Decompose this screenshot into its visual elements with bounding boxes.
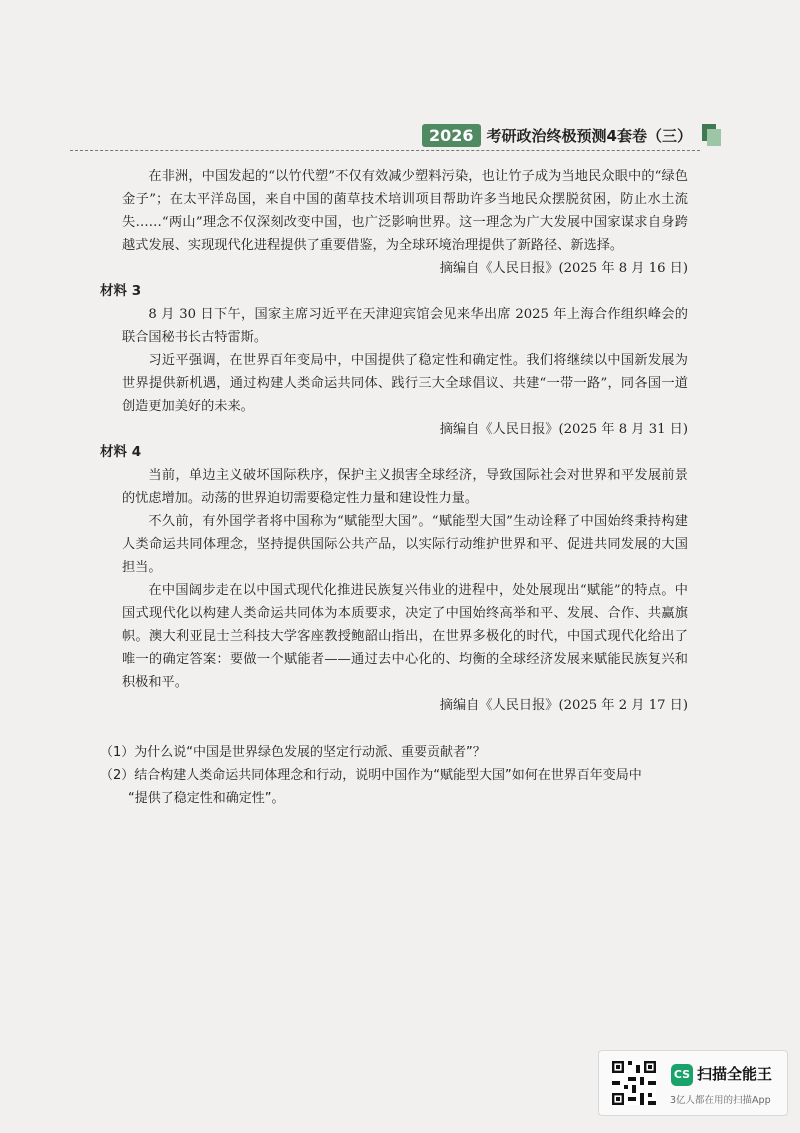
source-citation: 摘编自《人民日报》(2025 年 8 月 16 日): [439, 261, 688, 276]
material-3-heading: 材料 3: [100, 283, 142, 299]
source-citation: 摘编自《人民日报》(2025 年 8 月 31 日): [439, 422, 688, 437]
camscanner-logo-icon: CS: [671, 1064, 693, 1086]
material-4-paragraph: 当前，单边主义破坏国际秩序，保护主义损害全球经济，导致国际社会对世界和平发展前景的忧虑增加。动荡的世界迫切需要稳定性力量和建设性力量。: [122, 468, 688, 506]
material-4-paragraph: 在中国阔步走在以中国式现代化推进民族复兴伟业的进程中，处处展现出“赋能”的特点。中国式现代化以构建人类命运共同体为本质要求，决定了中国始终高举和平、发展、合作、共赢旗帜。澳大利亚昆士兰科技大学客座教授鲍韶山指出，在世界多极化的时代，中国式现代化给出了唯一的确定答案：要做一个赋能者——通过去中心化的、均衡的全球经济发展来赋能民族复兴和积极和平。: [122, 583, 688, 690]
material-3-paragraph: 习近平强调，在世界百年变局中，中国提供了稳定性和确定性。我们将继续以中国新发展为世界提供新机遇，通过构建人类命运共同体、践行三大全球倡议、共建“一带一路”，同各国一道创造更加美好的未来。: [122, 353, 688, 414]
question-1: （1）为什么说“中国是世界绿色发展的坚定行动派、重要贡献者”？: [100, 745, 486, 760]
header-decoration-icon: [702, 124, 720, 144]
page-header: [422, 122, 692, 148]
header-title: 考研政治终极预测4套卷（三）: [486, 126, 692, 145]
material-4-paragraph: 不久前，有外国学者将中国称为“赋能型大国”。“赋能型大国”生动诠释了中国始终秉持构建人类命运共同体理念，坚持提供国际公共产品，以实际行动维护世界和平、促进共同发展的大国担当。: [122, 514, 688, 575]
qr-code-icon: [612, 1061, 656, 1105]
year-badge: 2026: [422, 124, 481, 147]
scanner-watermark: [598, 1050, 788, 1116]
material-4-heading: 材料 4: [100, 444, 142, 460]
material-3-paragraph: 8 月 30 日下午，国家主席习近平在天津迎宾馆会见来华出席 2025 年上海合作组织峰会的联合国秘书长古特雷斯。: [122, 307, 688, 345]
source-citation: 摘编自《人民日报》(2025 年 2 月 17 日): [439, 698, 688, 713]
header-divider: [70, 150, 700, 151]
watermark-app-name: 扫描全能王: [697, 1065, 773, 1083]
question-2-continuation: “提供了稳定性和确定性”。: [128, 791, 285, 806]
watermark-tagline: 3亿人都在用的扫描App: [670, 1095, 771, 1106]
question-2: （2）结合构建人类命运共同体理念和行动，说明中国作为“赋能型大国”如何在世界百年变局中: [100, 768, 642, 783]
material-content: [100, 165, 688, 717]
material-2-paragraph: 在非洲，中国发起的“以竹代塑”不仅有效减少塑料污染，也让竹子成为当地民众眼中的“绿色金子”；在太平洋岛国，来自中国的菌草技术培训项目帮助许多当地民众摆脱贫困，防止水土流失……“两山”理念不仅深刻改变中国，也广泛影响世界。这一理念为广大发展中国家谋求自身跨越式发展、实现现代化进程提供了重要借鉴，为全球环境治理提供了新路径、新选择。: [122, 169, 688, 253]
question-list: [100, 741, 700, 810]
